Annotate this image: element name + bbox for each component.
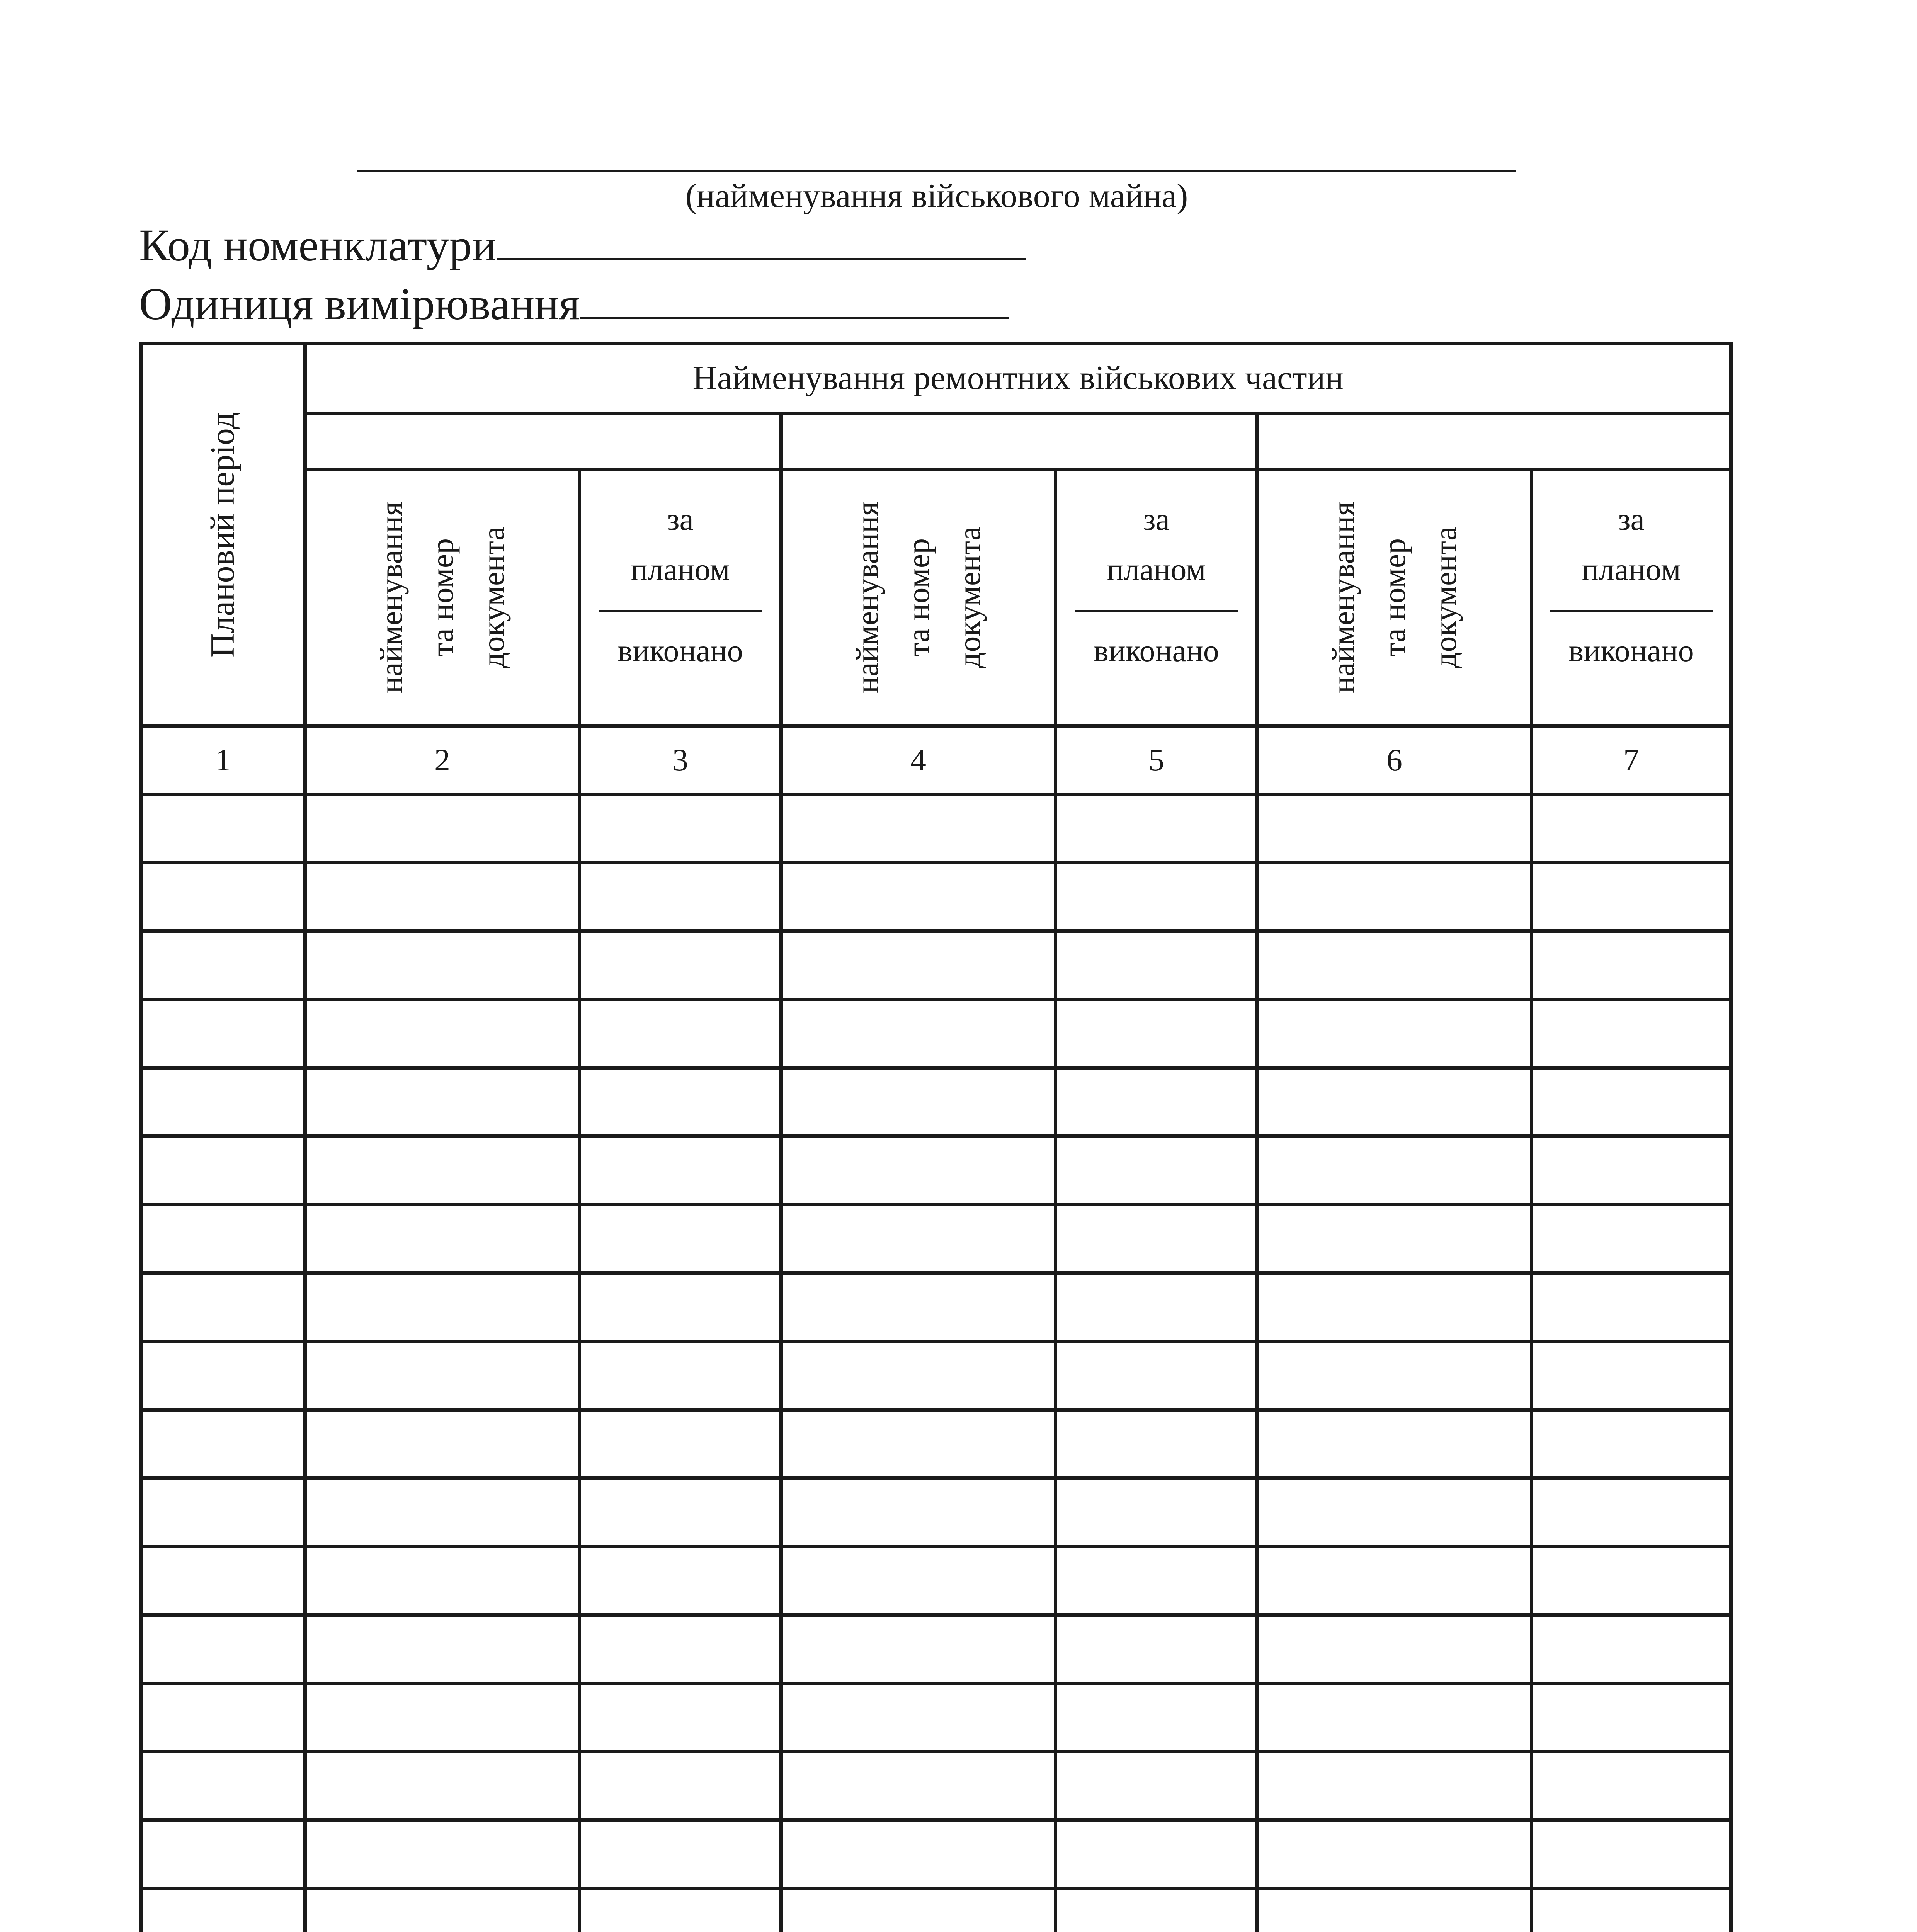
- table-cell[interactable]: [141, 1000, 305, 1068]
- table-row: [141, 1273, 1731, 1342]
- table-cell[interactable]: [580, 931, 781, 1000]
- table-cell[interactable]: [1056, 863, 1257, 931]
- unit-of-measure-label: Одиниця вимірювання: [139, 279, 580, 329]
- table-cell[interactable]: [1257, 931, 1532, 1000]
- table-cell[interactable]: [781, 1410, 1056, 1478]
- table-cell[interactable]: [141, 1820, 305, 1889]
- table-cell[interactable]: [141, 1342, 305, 1410]
- table-cell[interactable]: [781, 1205, 1056, 1273]
- table-cell[interactable]: [580, 1068, 781, 1136]
- table-row: [141, 863, 1731, 931]
- table-cell[interactable]: [1056, 1000, 1257, 1068]
- repair-units-header: Найменування ремонтних військових частин: [305, 344, 1731, 414]
- table-cell[interactable]: [305, 1342, 580, 1410]
- table-cell[interactable]: [141, 1478, 305, 1547]
- document-name-header-line: документа: [1427, 526, 1463, 668]
- table-cell[interactable]: [305, 1889, 580, 1932]
- table-cell[interactable]: [781, 1684, 1056, 1752]
- repair-plan-table: [139, 342, 1733, 1932]
- table-cell[interactable]: [305, 1068, 580, 1136]
- plan-label-planom: планом: [1582, 551, 1681, 587]
- table-cell[interactable]: [305, 1752, 580, 1820]
- fraction-line: [599, 610, 762, 612]
- table-cell[interactable]: [141, 794, 305, 863]
- plan-label-za: за: [1143, 501, 1170, 537]
- table-cell[interactable]: [1056, 1547, 1257, 1615]
- document-name-header: [781, 469, 1056, 726]
- table-row: [141, 1205, 1731, 1273]
- table-cell[interactable]: [580, 1205, 781, 1273]
- table-cell[interactable]: [781, 931, 1056, 1000]
- table-cell[interactable]: [141, 1684, 305, 1752]
- table-cell[interactable]: [781, 1478, 1056, 1547]
- table-cell[interactable]: [781, 1820, 1056, 1889]
- planned-period-header: [141, 344, 305, 726]
- table-cell[interactable]: [1257, 1273, 1532, 1342]
- table-cell[interactable]: [1532, 1068, 1731, 1136]
- table-row: [141, 1410, 1731, 1478]
- unit-of-measure-input[interactable]: [580, 317, 1009, 319]
- column-number: 3: [580, 726, 781, 794]
- table-cell[interactable]: [305, 794, 580, 863]
- table-cell[interactable]: [1056, 1615, 1257, 1684]
- table-cell[interactable]: [1257, 863, 1532, 931]
- table-cell[interactable]: [1532, 1342, 1731, 1410]
- document-name-header-line: та номер: [424, 538, 460, 657]
- table-cell[interactable]: [141, 1205, 305, 1273]
- table-cell[interactable]: [1257, 1136, 1532, 1205]
- column-number: 6: [1257, 726, 1532, 794]
- table-cell[interactable]: [1257, 1068, 1532, 1136]
- table-cell[interactable]: [305, 1205, 580, 1273]
- table-cell[interactable]: [781, 1547, 1056, 1615]
- table-cell[interactable]: [1056, 931, 1257, 1000]
- table-cell[interactable]: [1257, 794, 1532, 863]
- table-cell[interactable]: [580, 1478, 781, 1547]
- table-cell[interactable]: [580, 863, 781, 931]
- table-row: [141, 1615, 1731, 1684]
- table-cell[interactable]: [1532, 1547, 1731, 1615]
- table-cell[interactable]: [781, 863, 1056, 931]
- table-cell[interactable]: [1257, 1684, 1532, 1752]
- table-cell[interactable]: [1532, 1273, 1731, 1342]
- unit-of-measure-field: [139, 275, 1009, 333]
- table-cell[interactable]: [305, 1410, 580, 1478]
- table-row: [141, 1000, 1731, 1068]
- plan-executed-header: [1056, 469, 1257, 726]
- table-cell[interactable]: [1532, 1889, 1731, 1932]
- table-cell[interactable]: [1257, 1342, 1532, 1410]
- table-cell[interactable]: [1257, 1478, 1532, 1547]
- table-cell[interactable]: [1532, 1615, 1731, 1684]
- table-row: [141, 1342, 1731, 1410]
- table-cell[interactable]: [1532, 1820, 1731, 1889]
- table-cell[interactable]: [580, 1889, 781, 1932]
- table-cell[interactable]: [305, 1478, 580, 1547]
- table-row: [141, 794, 1731, 863]
- table-cell[interactable]: [305, 1136, 580, 1205]
- document-name-header-line: та номер: [1376, 538, 1412, 657]
- plan-label-za: за: [667, 501, 694, 537]
- table-cell[interactable]: [580, 1410, 781, 1478]
- column-number: 4: [781, 726, 1056, 794]
- table-cell[interactable]: [580, 1547, 781, 1615]
- table-cell[interactable]: [1532, 1410, 1731, 1478]
- table-row: [141, 1752, 1731, 1820]
- column-number: 2: [305, 726, 580, 794]
- material-name-line[interactable]: [357, 170, 1516, 172]
- table-cell[interactable]: [1056, 794, 1257, 863]
- table-cell[interactable]: [141, 1068, 305, 1136]
- executed-label: виконано: [1094, 633, 1219, 668]
- table-cell[interactable]: [781, 794, 1056, 863]
- nomenclature-code-input[interactable]: [497, 258, 1026, 260]
- document-name-header-line: найменування: [849, 501, 885, 694]
- table-row: [141, 1478, 1731, 1547]
- table-row: [141, 1820, 1731, 1889]
- document-name-header-line: та номер: [900, 538, 936, 657]
- table-cell[interactable]: [580, 1752, 781, 1820]
- table-cell[interactable]: [580, 1000, 781, 1068]
- table-row: [141, 1136, 1731, 1205]
- table-cell[interactable]: [1257, 1205, 1532, 1273]
- table-cell[interactable]: [781, 1342, 1056, 1410]
- table-row: [141, 1068, 1731, 1136]
- table-row: [141, 931, 1731, 1000]
- table-cell[interactable]: [1257, 1889, 1532, 1932]
- table-cell[interactable]: [305, 1820, 580, 1889]
- table-cell[interactable]: [1532, 1684, 1731, 1752]
- table-cell[interactable]: [141, 1547, 305, 1615]
- table-cell[interactable]: [1056, 1410, 1257, 1478]
- table-cell[interactable]: [781, 1273, 1056, 1342]
- document-name-header-line: документа: [475, 526, 511, 668]
- plan-executed-header: [1532, 469, 1731, 726]
- table-cell[interactable]: [1257, 1410, 1532, 1478]
- plan-label-za: за: [1618, 501, 1645, 537]
- table-cell[interactable]: [580, 794, 781, 863]
- table-cell[interactable]: [1257, 1547, 1532, 1615]
- table-cell[interactable]: [580, 1820, 781, 1889]
- table-cell[interactable]: [580, 1342, 781, 1410]
- document-name-header-line: найменування: [373, 501, 409, 694]
- fraction-line: [1075, 610, 1238, 612]
- table-cell[interactable]: [1056, 1820, 1257, 1889]
- table-cell[interactable]: [305, 1273, 580, 1342]
- table-cell[interactable]: [781, 1889, 1056, 1932]
- document-name-header: [1257, 469, 1532, 726]
- table-row: [141, 1889, 1731, 1932]
- table-cell[interactable]: [1056, 1684, 1257, 1752]
- table-cell[interactable]: [781, 1752, 1056, 1820]
- table-cell[interactable]: [1056, 1478, 1257, 1547]
- table-cell[interactable]: [781, 1068, 1056, 1136]
- table-cell[interactable]: [305, 1615, 580, 1684]
- fraction-line: [1550, 610, 1713, 612]
- repair-unit-name-cell-1[interactable]: [305, 413, 781, 469]
- table-cell[interactable]: [1257, 1000, 1532, 1068]
- table-cell[interactable]: [580, 1684, 781, 1752]
- table-cell[interactable]: [141, 1410, 305, 1478]
- table-cell[interactable]: [1532, 931, 1731, 1000]
- table-row: [141, 1547, 1731, 1615]
- plan-executed-header: [580, 469, 781, 726]
- column-number: 7: [1532, 726, 1731, 794]
- table-cell[interactable]: [1532, 1478, 1731, 1547]
- planned-period-label: Плановий період: [204, 412, 242, 658]
- document-name-header: [305, 469, 580, 726]
- document-name-header-line: найменування: [1325, 501, 1361, 694]
- table-cell[interactable]: [1056, 1342, 1257, 1410]
- table-cell[interactable]: [580, 1615, 781, 1684]
- table-cell[interactable]: [141, 1273, 305, 1342]
- document-name-header-line: документа: [951, 526, 987, 668]
- table-cell[interactable]: [1056, 1889, 1257, 1932]
- table-cell[interactable]: [305, 1547, 580, 1615]
- table-cell[interactable]: [1532, 1205, 1731, 1273]
- table-cell[interactable]: [305, 1000, 580, 1068]
- table-cell[interactable]: [1257, 1820, 1532, 1889]
- table-cell[interactable]: [141, 1136, 305, 1205]
- table-cell[interactable]: [141, 1889, 305, 1932]
- table-cell[interactable]: [305, 863, 580, 931]
- table-cell[interactable]: [781, 1000, 1056, 1068]
- table-cell[interactable]: [781, 1136, 1056, 1205]
- table-cell[interactable]: [1532, 1136, 1731, 1205]
- column-number: 1: [141, 726, 305, 794]
- table-row: [141, 1684, 1731, 1752]
- table-cell[interactable]: [141, 1615, 305, 1684]
- table-cell[interactable]: [141, 931, 305, 1000]
- table-cell[interactable]: [305, 1684, 580, 1752]
- table-cell[interactable]: [305, 931, 580, 1000]
- table-cell[interactable]: [1532, 1000, 1731, 1068]
- table-cell[interactable]: [1056, 1068, 1257, 1136]
- table-cell[interactable]: [1056, 1205, 1257, 1273]
- table-cell[interactable]: [141, 1752, 305, 1820]
- material-name-caption: (найменування військового майна): [685, 177, 1188, 215]
- table-cell[interactable]: [1532, 794, 1731, 863]
- plan-label-planom: планом: [631, 551, 730, 587]
- table-cell[interactable]: [1257, 1752, 1532, 1820]
- table-cell[interactable]: [1056, 1273, 1257, 1342]
- nomenclature-code-label: Код номенклатури: [139, 220, 497, 270]
- table-cell[interactable]: [141, 863, 305, 931]
- table-cell[interactable]: [1056, 1136, 1257, 1205]
- repair-unit-name-cell-2[interactable]: [781, 413, 1257, 469]
- plan-label-planom: планом: [1107, 551, 1206, 587]
- table-cell[interactable]: [580, 1136, 781, 1205]
- table-cell[interactable]: [1257, 1615, 1532, 1684]
- executed-label: виконано: [617, 633, 743, 668]
- column-number: 5: [1056, 726, 1257, 794]
- executed-label: виконано: [1568, 633, 1694, 668]
- repair-unit-name-cell-3[interactable]: [1257, 413, 1731, 469]
- table-cell[interactable]: [580, 1273, 781, 1342]
- nomenclature-code-field: [139, 216, 1026, 274]
- table-cell[interactable]: [1056, 1752, 1257, 1820]
- table-cell[interactable]: [1532, 1752, 1731, 1820]
- table-cell[interactable]: [781, 1615, 1056, 1684]
- table-cell[interactable]: [1532, 863, 1731, 931]
